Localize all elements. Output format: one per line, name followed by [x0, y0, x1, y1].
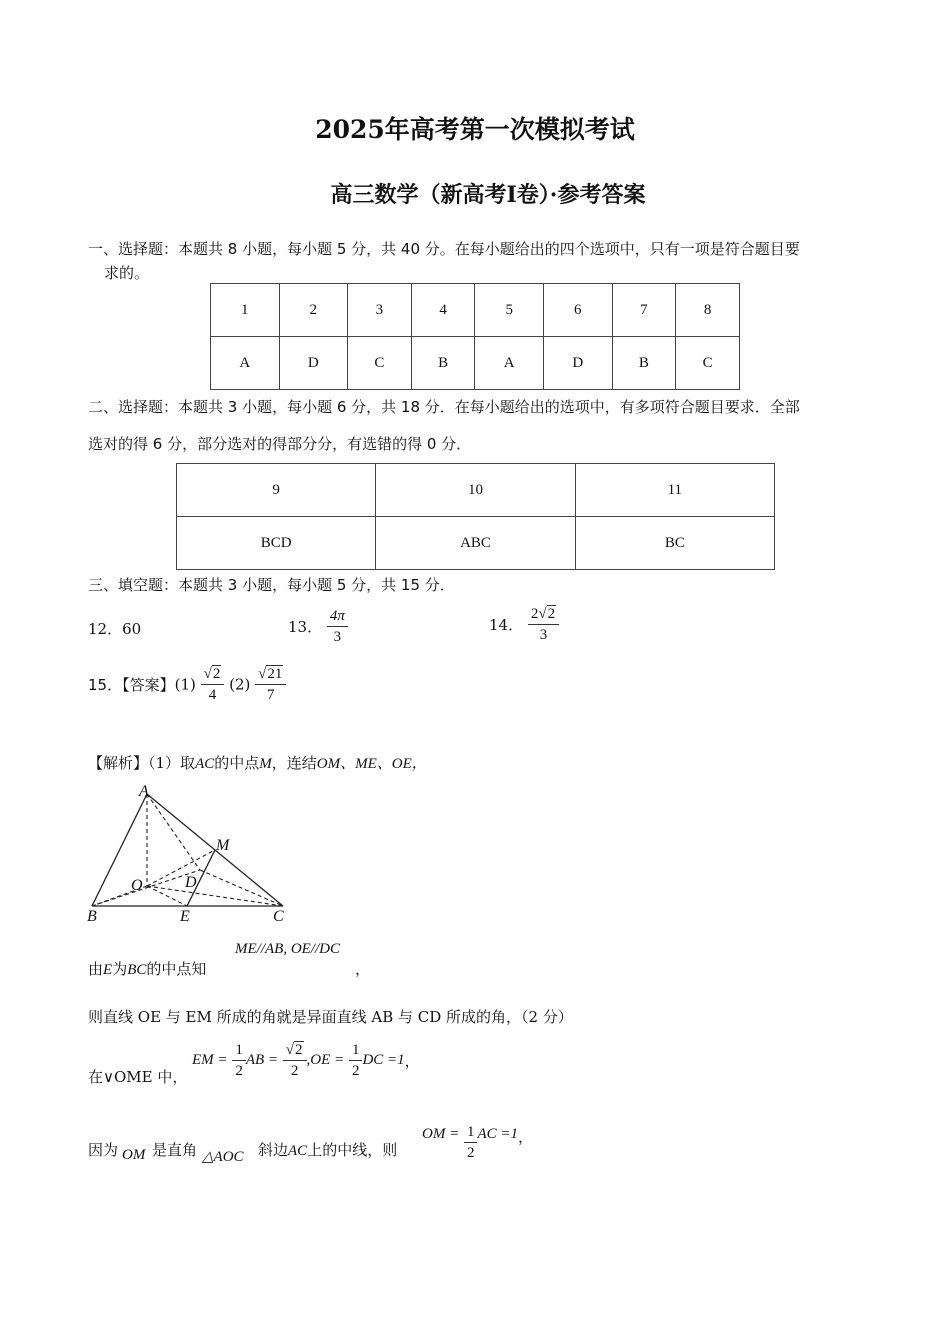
q15-part2-label: (2): [229, 675, 251, 694]
sqrt-symbol: √2: [203, 666, 221, 682]
text: 由: [88, 960, 104, 978]
q14-radicand: 2: [547, 606, 556, 622]
denominator: 2: [466, 1145, 475, 1161]
edge-dc: [200, 870, 283, 906]
text: ，: [518, 1128, 534, 1146]
table-cell: 5: [475, 284, 544, 337]
solution-intro-segments: OM、ME、OE，: [316, 756, 427, 772]
label-c: C: [273, 908, 284, 925]
text: 斜边: [258, 1141, 289, 1159]
section2-answer-row: [177, 517, 775, 570]
q13-denominator: 3: [333, 629, 342, 645]
solution-line-3-prefix: 在∨OME 中，: [88, 1068, 188, 1086]
fraction-half: [232, 1040, 246, 1081]
table-cell: C: [676, 337, 740, 390]
q15-part1-numerator: [201, 664, 225, 685]
numerator: 1: [349, 1040, 363, 1061]
document-title: 2025年高考第一次模拟考试: [315, 115, 635, 144]
q14-answer: [489, 604, 559, 645]
q15-answer: [88, 664, 286, 705]
section2-heading-cont: 选对的得 6 分，部分选对的得部分分，有选错的得 0 分．: [88, 435, 472, 453]
solution-intro-mid: 的中点: [214, 754, 260, 772]
table-cell: 3: [348, 284, 412, 337]
q14-fraction: [528, 604, 559, 645]
q13-label: 13．: [288, 618, 323, 636]
triangle-aoc: △AOC: [202, 1149, 244, 1165]
section1-answer-row: [211, 337, 740, 390]
q13-fraction: [327, 606, 348, 647]
segment-om: OM: [122, 1147, 146, 1163]
fraction-half: [464, 1122, 478, 1163]
section1-heading: 一、选择题：本题共 8 小题，每小题 5 分，共 40 分。在每小题给出的四个选项中，只有一项是符合题目要: [88, 240, 800, 258]
q15-part1-fraction: [201, 664, 225, 705]
sqrt-symbol: √2: [285, 1042, 303, 1058]
section2-number-row: [177, 464, 775, 517]
q15-label: 15．【答案】: [88, 676, 175, 694]
table-cell: D: [543, 337, 612, 390]
solution-intro-connect: ，连结: [271, 754, 317, 772]
solution-intro-text: （1）取: [148, 754, 196, 772]
table-cell: BC: [575, 517, 774, 570]
table-cell: A: [475, 337, 544, 390]
line1-end: ，: [355, 960, 371, 978]
document-subtitle: 高三数学（新高考Ⅰ卷）·参考答案: [330, 182, 646, 208]
solution-line-4-formula: [422, 1122, 533, 1163]
label-b: B: [87, 908, 97, 925]
segment-ac: AC: [288, 1143, 308, 1159]
q13-numerator: 4π: [327, 606, 348, 627]
solution-intro: [88, 752, 427, 773]
section1-answer-table: [210, 283, 740, 390]
table-cell: B: [411, 337, 475, 390]
solution-line-4-c: [258, 1139, 397, 1160]
denominator: 2: [351, 1063, 360, 1079]
text: 上的中线，则: [307, 1141, 398, 1159]
q12-answer: [88, 618, 141, 639]
q14-label: 14．: [489, 616, 524, 634]
q14-numerator: [528, 604, 559, 625]
section2-heading: 二、选择题：本题共 3 小题，每小题 6 分，共 18 分．在每小题给出的选项中，有多项符合题目要求．全部: [88, 398, 800, 416]
table-cell: 11: [575, 464, 774, 517]
table-cell: C: [348, 337, 412, 390]
table-cell: 10: [376, 464, 575, 517]
fraction-half: [349, 1040, 363, 1081]
table-cell: ABC: [376, 517, 575, 570]
q12-value: 60: [122, 620, 142, 638]
table-cell: 8: [676, 284, 740, 337]
label-o: O: [131, 877, 143, 894]
section2-answer-table: [176, 463, 775, 570]
label-m: M: [216, 837, 230, 854]
formula-oe: ,OE =: [306, 1052, 345, 1068]
section1-heading-cont: 求的。: [104, 264, 150, 282]
q15-part2-fraction: [255, 664, 286, 705]
edge-ad: [147, 794, 200, 870]
table-cell: D: [279, 337, 348, 390]
q15-part1-label: (1): [174, 675, 196, 694]
solution-line-1: [88, 958, 206, 979]
solution-line-3-formula: [192, 1040, 420, 1081]
label-a: A: [139, 783, 149, 800]
q15-part2-numerator: [255, 664, 286, 685]
radicand: 2: [295, 1042, 303, 1058]
table-cell: 6: [543, 284, 612, 337]
numerator: 1: [464, 1122, 478, 1143]
section1-number-row: [211, 284, 740, 337]
edge-om: [147, 850, 215, 886]
geometry-diagram: [80, 780, 300, 930]
edge-bd: [92, 870, 200, 906]
formula-dc: DC =1: [362, 1052, 405, 1068]
table-cell: 4: [411, 284, 475, 337]
q13-answer: [288, 606, 348, 647]
solution-line-4-b: 是直角: [152, 1141, 198, 1159]
q14-coefficient: 2: [530, 606, 539, 622]
parallel-formula: ME//AB, OE//DC: [235, 941, 340, 957]
fraction-sqrt2-over-2: [283, 1040, 307, 1081]
segment-ac: AC: [195, 756, 215, 772]
table-cell: 2: [279, 284, 348, 337]
formula-om: OM =: [422, 1126, 460, 1142]
section3-heading: 三、填空题：本题共 3 小题，每小题 5 分，共 15 分．: [88, 576, 455, 594]
numerator: [283, 1040, 307, 1061]
q15-part2-denominator: 7: [267, 687, 275, 703]
formula-ac: AC =1: [477, 1126, 519, 1142]
text: 为: [112, 960, 128, 978]
table-cell: B: [612, 337, 676, 390]
q15-part1-denominator: 4: [208, 687, 217, 703]
solution-line-4-a: 因为: [88, 1141, 119, 1159]
sqrt-symbol: √2: [538, 606, 556, 622]
edge-oe: [147, 886, 187, 906]
label-d: D: [185, 874, 197, 891]
table-cell: 1: [211, 284, 280, 337]
denominator: 2: [290, 1063, 299, 1079]
table-cell: A: [211, 337, 280, 390]
q15-part2-radicand: 21: [267, 666, 283, 682]
numerator: 1: [232, 1040, 246, 1061]
text: ，: [404, 1052, 420, 1070]
formula-ab: AB =: [245, 1052, 279, 1068]
denominator: 2: [235, 1063, 243, 1079]
q12-label: 12．: [88, 620, 123, 638]
q14-denominator: 3: [539, 627, 548, 643]
sqrt-symbol: √21: [258, 666, 283, 682]
table-cell: BCD: [177, 517, 376, 570]
segment-bc: BC: [127, 962, 147, 978]
q15-part1-radicand: 2: [212, 666, 221, 682]
table-cell: 9: [177, 464, 376, 517]
table-cell: 7: [612, 284, 676, 337]
point-m: M: [259, 756, 272, 772]
text: 的中点知: [146, 960, 207, 978]
point-e: E: [103, 962, 113, 978]
label-e: E: [180, 908, 190, 925]
solution-line-2: 则直线 OE 与 EM 所成的角就是异面直线 AB 与 CD 所成的角，（2 分）: [88, 1008, 573, 1026]
formula-em: EM =: [192, 1052, 228, 1068]
solution-tag: 【解析】: [88, 754, 149, 772]
